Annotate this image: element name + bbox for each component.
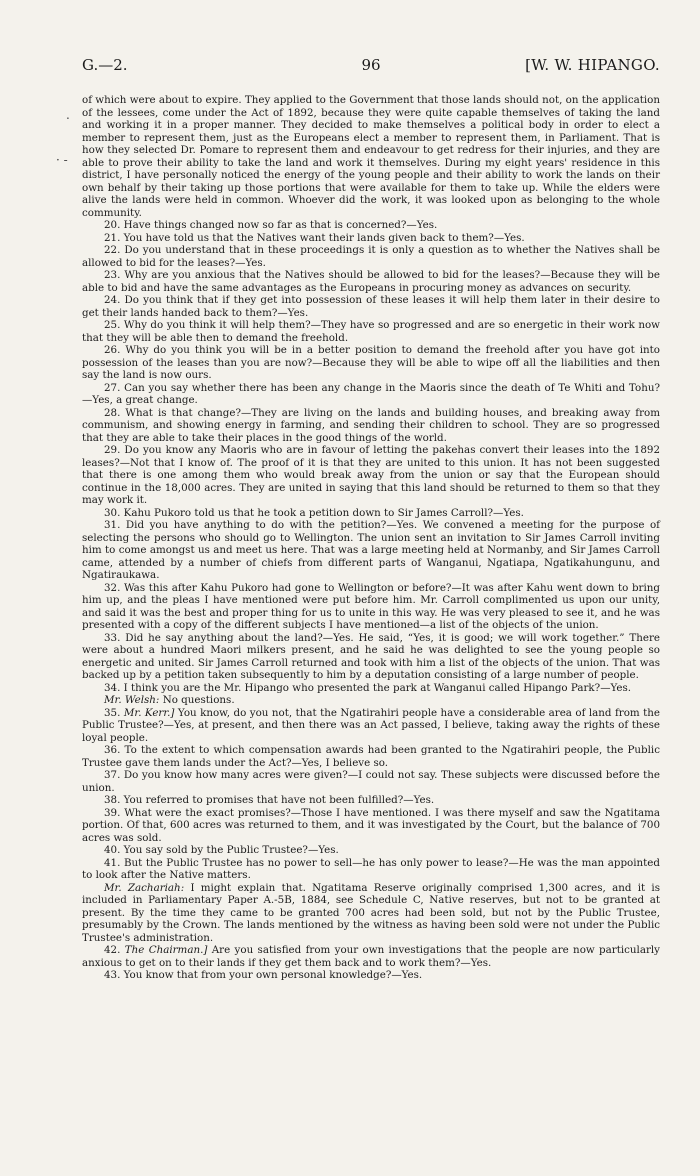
question-paragraph: 41. But the Public Trustee has no power to sell—he has only power to lease?—He was the man appointed to look after the Native matters. [82, 856, 660, 881]
kerr-paragraph [82, 707, 660, 745]
question-paragraph: 38. You referred to promises that have not been fulfilled?—Yes. [104, 794, 435, 806]
zachariah-paragraph [82, 882, 660, 945]
question-paragraph: 39. What were the exact promises?—Those I have mentioned. I was there myself and saw the Ngatitama portion. Of that, 600 acres was returned to them, and it was investigated by the Court, but the balance of 700 acres was sold. [82, 806, 660, 844]
question-paragraph: 22. Do you understand that in these proceedings it is only a question as to whether the Natives shall be allowed to bid for the leases?—Yes. [82, 244, 660, 269]
question-paragraph: 21. You have told us that the Natives want their lands given back to them?—Yes. [104, 231, 525, 244]
opening-paragraph: of which were about to expire. They applied to the Government that those lands should not, on the application of the lessees, come under the Act of 1892, because they were quite capable themselves of taking the land and working it in a proper manner. They decided to make themselves a political body in order to elect a member to represent them, just as the Europeans elect a member to represent them, in Parliament. That is how they selected Dr. Pomare to represent them and endeavour to get redress for their injuries, and they are able to prove their ability to take the land and work it themselves. During my eight years' residence in this district, I have personally noticed the energy of the young people and their ability to work the lands on their own behalf by their taking up those portions that were available for them to take up. While the elders were alive the lands were held in common. Whoever did the work, it was looked upon as belonging to the whole community. [82, 94, 660, 219]
witness-name: [W. W. HIPANGO. [525, 56, 660, 74]
zachariah-text: I might explain that. Ngatitama Reserve originally comprised 1,300 acres, and it is included in Parliamentary Paper A.-5B, 1884, see Schedule C, Native reserves, but not to be granted at present. By the time they came to be granted 700 acres had been sold, but not by the Public Trustee, presumably by the Crown. The lands mentioned by the witness as having been sold were not under the Public Trustee's administration. [82, 881, 660, 944]
question-paragraph: 43. You know that from your own personal knowledge?—Yes. [104, 969, 423, 981]
question-paragraph: 32. Was this after Kahu Pukoro had gone to Wellington or before?—It was after Kahu went down to bring him up, and the pleas I have mentioned were put before him. Mr. Carroll complimented us upon our unity, and said it was the best and proper thing for us to unite in this way. He was very pleased to see it, and he was presented with a copy of the different subjects I have mentioned—a list of the objects of the union. [82, 581, 660, 631]
welsh-text: No questions. [162, 694, 235, 706]
question-paragraph: 23. Why are you anxious that the Natives should be allowed to bid for the leases?—Because they will be able to bid and have the same advantages as the Europeans in procuring money as advances on security. [82, 269, 660, 294]
chairman-paragraph [82, 944, 660, 969]
question-paragraph: 33. Did he say anything about the land?—Yes. He said, “Yes, it is good; we will work together.” There were about a hundred Maori milkers present, and he said he was delighted to see the young people so energetic and united. Sir James Carroll returned and took with him a list of the objects of the union. That was backed up by a petition taken subsequently to him by a deputation consisting of a large number of people. [82, 631, 660, 681]
chairman-text: Are you satisfied from your own investigations that the people are now particularly anxious to get on to their lands if they get them back and to work them?—Yes. [82, 944, 661, 969]
speaker-kerr: Mr. Kerr.] [123, 706, 175, 719]
margin-dash: · - [56, 153, 68, 167]
testimony-body [82, 94, 660, 982]
question-paragraph: 24. Do you think that if they get into possession of these leases it will help them later in their desire to get their lands handed back to them?—Yes. [82, 294, 660, 319]
page-header [82, 56, 660, 80]
question-paragraph: 25. Why do you think it will help them?—They have so progressed and are so energetic in their work now that they will be able then to demand the freehold. [82, 319, 660, 344]
chairman-number: 42. [104, 944, 121, 956]
question-paragraph: 37. Do you know how many acres were given?—I could not say. These subjects were discussed before the union. [82, 769, 660, 794]
question-paragraph: 40. You say sold by the Public Trustee?—Yes. [104, 844, 339, 856]
question-paragraph: 31. Did you have anything to do with the petition?—Yes. We convened a meeting for the purpose of selecting the persons who should go to Wellington. The union sent an invitation to Sir James Carroll inviting him to come amongst us and meet us here. That was a large meeting held at Normanby, and Sir James Carroll came, attended by a number of chiefs from different parts of Wanganui, Ngatiapa, Ngatikahungunu, and Ngatiraukawa. [82, 519, 660, 581]
question-paragraph: 26. Why do you think you will be in a better position to demand the freehold after you have got into possession of the leases than you are now?—Because they will be able to wipe off all the liabilities and then say the land is now ours. [82, 344, 660, 381]
kerr-number: 35. [104, 706, 121, 719]
question-paragraph: 36. To the extent to which compensation awards had been granted to the Ngatirahiri people, the Public Trustee gave them lands under the Act?—Yes, I believe so. [82, 744, 660, 769]
page-number: 96 [361, 56, 381, 74]
question-paragraph: 30. Kahu Pukoro told us that he took a petition down to Sir James Carroll?—Yes. [104, 506, 524, 519]
question-paragraph: 29. Do you know any Maoris who are in favour of letting the pakehas convert their leases into the 1892 leases?—Not that I know of. The proof of it is that they are united to this union. It has not been suggested that there is one among them who would break away from the union or say that the European should continue in the 18,000 acres. They are united in saying that this land should be returned to them so that they may work it. [82, 444, 660, 506]
document-reference: G.—2. [82, 56, 128, 74]
question-paragraph: 28. What is that change?—They are living on the lands and building houses, and breaking away from communism, and showing energy in farming, and sending their children to school. They are so progressed that they are able to take their places in the good things of the world. [82, 406, 660, 444]
speaker-zachariah: Mr. Zachariah: [104, 881, 185, 894]
question-paragraph: 34. I think you are the Mr. Hipango who presented the park at Wanganui called Hipango Park?—Yes. [104, 681, 632, 694]
speaker-welsh: Mr. Welsh: [104, 694, 160, 706]
margin-dot: . [66, 108, 70, 122]
question-paragraph: 20. Have things changed now so far as that is concerned?—Yes. [104, 219, 438, 231]
welsh-paragraph [82, 694, 660, 707]
speaker-chairman: The Chairman.] [124, 944, 208, 956]
kerr-text: You know, do you not, that the Ngatirahiri people have a considerable area of land from the Public Trustee?—Yes, at present, and then there was an Act passed, I believe, taking away the rights of these loyal people. [82, 706, 660, 744]
question-paragraph: 27. Can you say whether there has been any change in the Maoris since the death of Te Whiti and Tohu?—Yes, a great change. [82, 381, 660, 406]
